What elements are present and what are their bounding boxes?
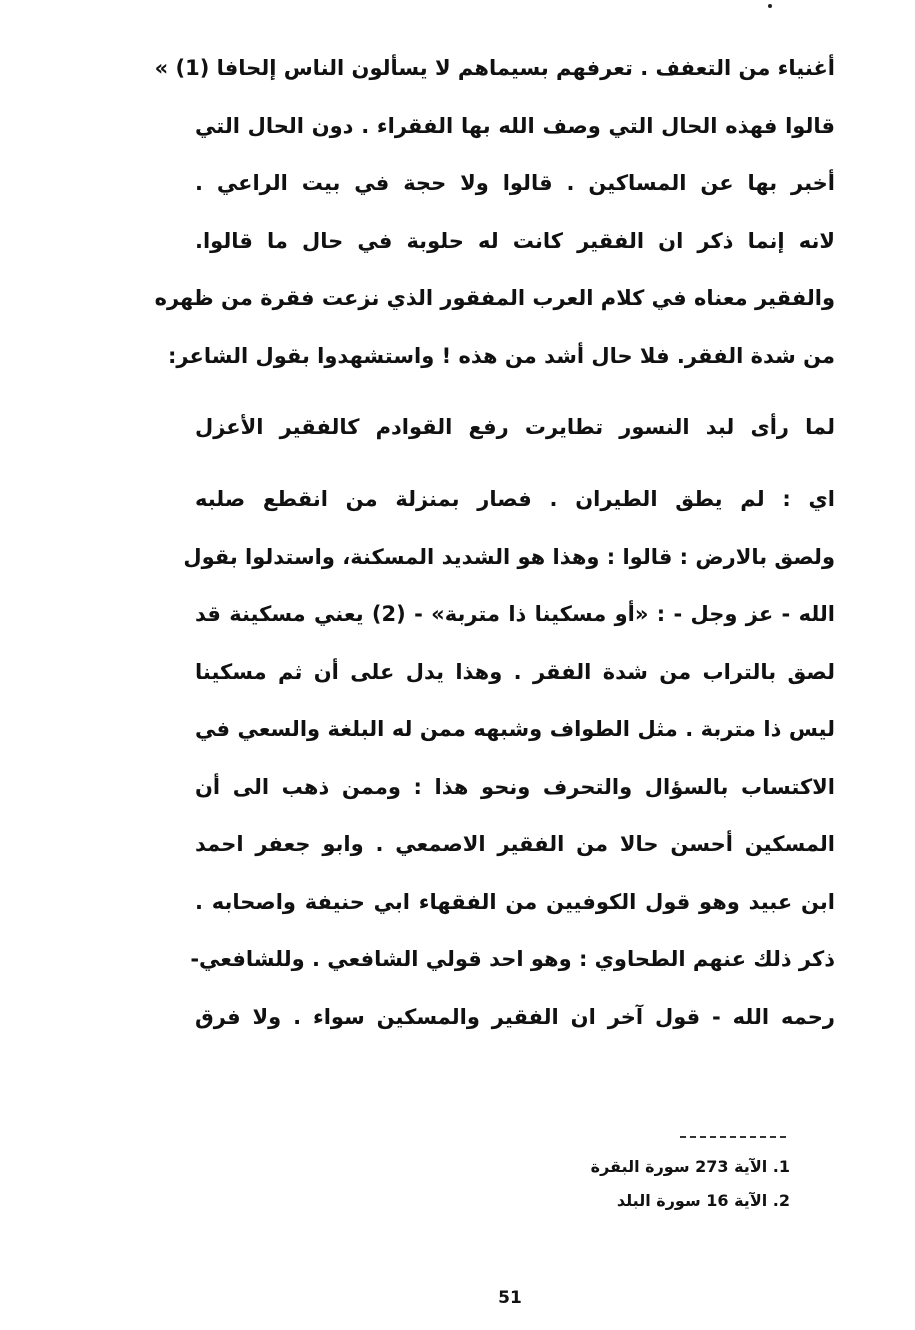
stray-ink-mark	[768, 4, 772, 8]
text-line: قالوا فهذه الحال التي وصف الله بها الفقراء . دون الحال التي	[195, 113, 835, 138]
text-line: ليس ذا متربة . مثل الطواف وشبهه ممن له البلغة والسعي في	[195, 717, 835, 741]
text-line: الله - عز وجل - : «أو مسكينا ذا متربة» - (2) يعني مسكينة قد	[195, 602, 836, 626]
text-line: والفقير معناه في كلام العرب المفقور الذي نزعت فقرة من ظهره	[154, 286, 835, 310]
footnote-2: 2. الآية 16 سورة البلد	[616, 1191, 790, 1210]
text-line: اي : لم يطق الطيران . فصار بمنزلة من انقطع صلبه	[195, 487, 835, 511]
text-line: أخبر بها عن المساكين . قالوا ولا حجة في بيت الراعي .	[195, 171, 835, 195]
text-line: لانه إنما ذكر ان الفقير كانت له حلوبة في حال ما قالوا.	[195, 228, 835, 253]
text-line: لصق بالتراب من شدة الفقر . وهذا يدل على أن ثم مسكينا	[195, 659, 835, 684]
text-line: ابن عبيد وهو قول الكوفيين من الفقهاء ابي حنيفة واصحابه .	[195, 889, 835, 914]
text-line: ولصق بالارض : قالوا : وهذا هو الشديد المسكنة، واستدلوا بقول	[183, 544, 835, 569]
text-line: الاكتساب بالسؤال والتحرف ونحو هذا : وممن ذهب الى أن	[195, 774, 835, 799]
poetry-verse-line: لما رأى لبد النسور تطايرت رفع القوادم كالفقير الأعزل	[195, 415, 835, 439]
text-line: المسكين أحسن حالا من الفقير الاصمعي . وابو جعفر احمد	[195, 832, 835, 856]
footnotes-block	[540, 1150, 790, 1218]
main-text-block	[154, 40, 836, 1046]
text-line: رحمه الله - قول آخر ان الفقير والمسكين سواء . ولا فرق	[195, 1004, 835, 1029]
page-number: 51	[498, 1288, 522, 1308]
footnote-divider	[680, 1136, 786, 1138]
footnote-1: 1. الآية 273 سورة البقرة	[590, 1157, 790, 1176]
text-line: ذكر ذلك عنهم الطحاوي : وهو احد قولي الشافعي . وللشافعي-	[190, 947, 835, 971]
text-line: من شدة الفقر. فلا حال أشد من هذه ! واستشهدوا بقول الشاعر:	[168, 343, 835, 368]
text-line: أغنياء من التعفف . تعرفهم بسيماهم لا يسألون الناس إلحافا (1) »	[154, 56, 835, 80]
